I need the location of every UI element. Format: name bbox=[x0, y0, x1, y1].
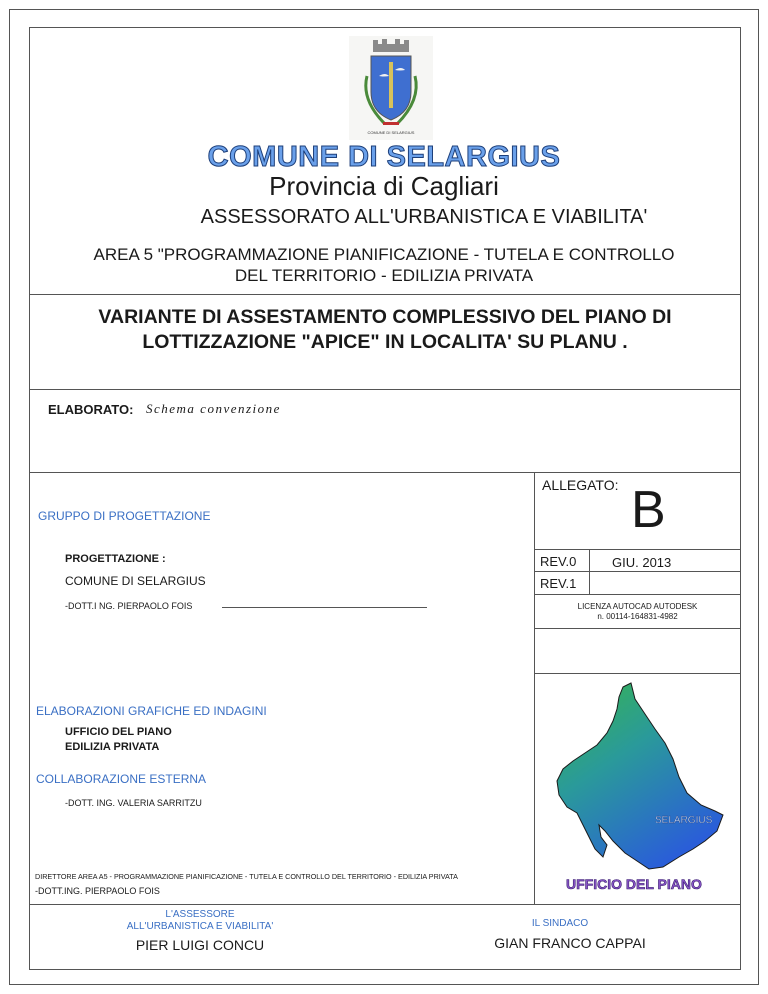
direttore-label: DIRETTORE AREA A5 - PROGRAMMAZIONE PIANIFICAZIONE - TUTELA E CONTROLLO DEL TERRITORIO - EDILIZIA PRIVATA bbox=[35, 872, 458, 881]
area-line-2: DEL TERRITORIO - EDILIZIA PRIVATA bbox=[234, 266, 534, 285]
assessorato-title: ASSESSORATO ALL'URBANISTICA E VIABILITA' bbox=[200, 206, 648, 228]
comune-title: COMUNE DI SELARGIUS bbox=[207, 141, 561, 173]
territory-map bbox=[555, 681, 731, 881]
elaborazioni-heading: ELABORAZIONI GRAFICHE ED INDAGINI bbox=[36, 704, 267, 718]
project-title-line-1: VARIANTE DI ASSESTAMENTO COMPLESSIVO DEL PIANO DI bbox=[98, 306, 672, 328]
rev0-date: GIU. 2013 bbox=[612, 555, 672, 570]
assessore-title-2: ALL'URBANISTICA E VIABILITA' bbox=[126, 921, 274, 932]
gruppo-heading: GRUPPO DI PROGETTAZIONE bbox=[38, 509, 211, 523]
area-line-1: AREA 5 "PROGRAMMAZIONE PIANIFICAZIONE - TUTELA E CONTROLLO bbox=[93, 245, 675, 264]
collaborazione-heading: COLLABORAZIONE ESTERNA bbox=[36, 772, 207, 786]
provincia-title: Provincia di Cagliari bbox=[269, 171, 499, 201]
signature-line bbox=[222, 607, 427, 608]
project-title-line-2: LOTTIZZAZIONE "APICE" IN LOCALITA' SU PLANU . bbox=[142, 331, 628, 353]
emblem-caption: COMUNE DI SELARGIUS bbox=[367, 130, 415, 135]
rule-signatures-top bbox=[29, 904, 741, 905]
license-line-2: n. 00114-164831-4982 bbox=[597, 612, 678, 621]
rule-right-column bbox=[534, 472, 535, 904]
rule-license-bottom bbox=[534, 628, 741, 629]
sindaco-title: IL SINDACO bbox=[531, 918, 589, 929]
rule-title-bottom bbox=[29, 389, 741, 390]
territory-map-icon bbox=[555, 681, 731, 881]
rule-rev1-top bbox=[534, 571, 741, 572]
allegato-label: ALLEGATO: bbox=[542, 477, 619, 493]
rule-map-top bbox=[534, 673, 741, 674]
allegato-letter: B bbox=[631, 481, 666, 539]
direttore-name: -DOTT.ING. PIERPAOLO FOIS bbox=[35, 886, 160, 896]
assessore-name: PIER LUIGI CONCU bbox=[135, 937, 265, 953]
map-caption: UFFICIO DEL PIANO bbox=[566, 876, 702, 892]
rule-rev-divider bbox=[589, 549, 590, 594]
rule-license-top bbox=[534, 594, 741, 595]
rev1-label: REV.1 bbox=[540, 576, 577, 591]
map-label: SELARGIUS bbox=[655, 815, 713, 826]
elaborato-value: Schema convenzione bbox=[146, 401, 281, 416]
progettazione-comune: COMUNE DI SELARGIUS bbox=[65, 574, 206, 588]
progettazione-person: -DOTT.I NG. PIERPAOLO FOIS bbox=[65, 601, 193, 611]
license-line-1: LICENZA AUTOCAD AUTODESK bbox=[577, 602, 698, 611]
assessore-title-1: L'ASSESSORE bbox=[165, 909, 235, 920]
rev0-label: REV.0 bbox=[540, 554, 577, 569]
sindaco-name: GIAN FRANCO CAPPAI bbox=[494, 935, 646, 951]
emblem bbox=[349, 36, 433, 140]
rule-rev0-top bbox=[534, 549, 741, 550]
elaborazioni-line-2: EDILIZIA PRIVATA bbox=[65, 741, 160, 753]
collaborazione-person: -DOTT. ING. VALERIA SARRITZU bbox=[65, 798, 202, 808]
elaborazioni-line-1: UFFICIO DEL PIANO bbox=[65, 726, 172, 738]
rule-elaborato-bottom bbox=[29, 472, 741, 473]
rule-title-top bbox=[29, 294, 741, 295]
coat-of-arms-icon bbox=[349, 36, 433, 140]
progettazione-label: PROGETTAZIONE : bbox=[65, 553, 166, 565]
elaborato-label: ELABORATO: bbox=[48, 402, 134, 417]
